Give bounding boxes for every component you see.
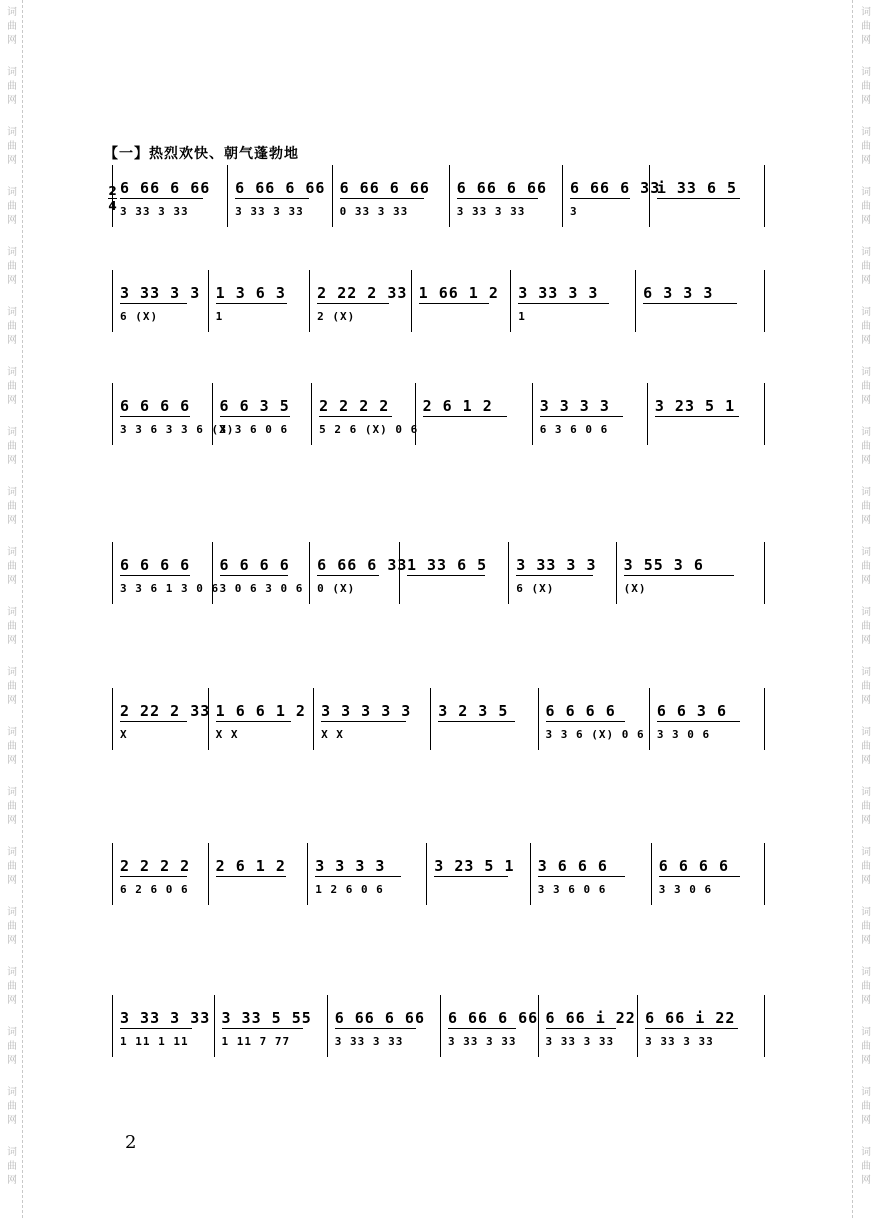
measure [647,383,765,445]
watermark-char: 词 [7,7,17,18]
percussion-notes: 3 33 3 33 [545,1035,615,1048]
watermark-char: 网 [861,1175,871,1186]
measure [327,995,441,1057]
watermark-char: 词 [861,307,871,318]
watermark-char: 曲 [7,801,17,812]
percussion-notes: 3 0 6 3 0 6 [219,582,304,595]
percussion-notes: 6 (X) [516,582,555,595]
percussion-notes: 3 33 3 33 [235,205,304,218]
watermark-group [2,846,22,888]
watermark-char: 词 [7,67,17,78]
watermark-group [856,846,876,888]
watermark-char: 网 [861,515,871,526]
watermark-char: 曲 [7,441,17,452]
watermark-char: 曲 [861,501,871,512]
watermark-group [2,606,22,648]
measure [530,843,652,905]
melody-notes: 3 33 5 55 [222,1009,321,1029]
melody-notes: 6 66 6 66 [447,1009,539,1027]
melody-notes: 3 3 3 3 [315,857,420,877]
melody-notes: 1 6 6 1 2 [215,702,306,720]
melody-notes: 2 2 2 2 [319,397,408,417]
percussion-notes: 1 11 1 11 [120,1035,189,1048]
percussion-notes: 3 3 0 6 [658,883,713,896]
percussion-notes: 3 33 3 33 [120,205,189,218]
melody-notes: 6 3 3 3 [643,284,758,304]
watermark-char: 网 [861,935,871,946]
watermark-char: 网 [7,395,17,406]
melody-notes: 3 33 3 3 [120,284,201,302]
watermark-group [2,486,22,528]
watermark-char: 网 [7,815,17,826]
measure [649,165,765,227]
watermark-char: 曲 [7,921,17,932]
watermark-char: 词 [861,67,871,78]
watermark-char: 词 [7,847,17,858]
melody-notes: 2 22 2 33 [317,284,408,302]
percussion-notes: 1 [215,310,224,323]
watermark-char: 曲 [7,1101,17,1112]
watermark-char: 曲 [7,561,17,572]
watermark-char: 网 [861,455,871,466]
score-system [112,383,780,445]
watermark-group [2,726,22,768]
watermark-char: 网 [861,275,871,286]
score-system [112,542,780,604]
percussion-notes: 6 3 6 0 6 [539,423,609,436]
measure [415,383,533,445]
score-system [112,165,780,227]
watermark-char: 曲 [861,621,871,632]
measure [313,688,431,750]
melody-notes: 6 6 6 6 [220,556,304,576]
right-margin-rule [852,0,853,1218]
melody-notes: 3 33 3 33 [120,1009,211,1027]
watermark-char: 词 [861,127,871,138]
measure [538,688,650,750]
watermark-char: 词 [861,907,871,918]
left-margin-watermark [0,0,28,1218]
melody-notes: 6 66 6 66 [235,179,326,197]
watermark-char: 网 [861,575,871,586]
watermark-group [2,666,22,708]
measure [112,843,209,905]
watermark-char: 曲 [861,141,871,152]
watermark-char: 曲 [7,501,17,512]
measure [332,165,450,227]
watermark-group [2,126,22,168]
measure [637,995,765,1057]
watermark-char: 曲 [7,741,17,752]
melody-notes: 6 66 6 33 [317,556,408,574]
watermark-char: 词 [7,667,17,678]
score-system [112,995,780,1057]
watermark-char: 词 [861,607,871,618]
watermark-group [2,66,22,108]
melody-notes: 6 66 i 22 [545,1009,636,1027]
watermark-group [2,1146,22,1188]
watermark-char: 曲 [861,1041,871,1052]
watermark-char: 曲 [7,1161,17,1172]
watermark-char: 曲 [7,261,17,272]
watermark-char: 网 [861,695,871,706]
measure [508,542,616,604]
watermark-char: 词 [7,547,17,558]
measure [112,383,235,445]
right-margin-watermark [848,0,876,1218]
watermark-group [856,486,876,528]
melody-notes: 6 66 6 66 [120,179,221,199]
percussion-notes: X X [321,728,344,741]
watermark-group [2,546,22,588]
watermark-char: 网 [861,95,871,106]
watermark-group [856,306,876,348]
melody-notes: 6 6 6 6 [659,857,758,877]
watermark-char: 网 [7,575,17,586]
watermark-group [2,1026,22,1068]
watermark-char: 网 [7,875,17,886]
watermark-group [2,366,22,408]
watermark-char: 曲 [861,1101,871,1112]
measure [649,688,765,750]
watermark-group [856,66,876,108]
watermark-char: 曲 [7,21,17,32]
measure [208,270,311,332]
melody-notes: 2 6 1 2 [216,857,302,877]
melody-notes: 6 6 6 6 [546,702,643,722]
melody-notes: 3 55 3 6 [624,556,758,576]
score-system [112,688,780,750]
measure [651,843,765,905]
watermark-group [2,1086,22,1128]
watermark-char: 词 [7,367,17,378]
watermark-char: 词 [861,247,871,258]
percussion-notes: 3 3 6 3 3 6 (X) [120,423,235,436]
measure [538,995,639,1057]
watermark-char: 网 [7,35,17,46]
watermark-group [856,426,876,468]
melody-notes: 3 33 3 3 [516,556,609,576]
percussion-notes: 3 [569,205,578,218]
watermark-char: 网 [7,215,17,226]
melody-notes: 6 66 6 66 [340,179,443,199]
watermark-char: 曲 [861,981,871,992]
watermark-group [856,726,876,768]
measure [112,270,209,332]
melody-notes: i 33 6 5 [657,179,758,199]
watermark-group [856,6,876,48]
watermark-char: 网 [861,1055,871,1066]
watermark-group [856,366,876,408]
watermark-char: 词 [7,1147,17,1158]
watermark-char: 曲 [861,21,871,32]
watermark-char: 曲 [7,381,17,392]
watermark-char: 词 [861,667,871,678]
percussion-notes: 3 33 3 33 [334,1035,404,1048]
watermark-group [856,1086,876,1128]
measure [616,542,765,604]
measure [311,383,419,445]
watermark-group [2,426,22,468]
watermark-char: 曲 [7,981,17,992]
watermark-group [856,606,876,648]
watermark-char: 网 [7,275,17,286]
percussion-notes: 3 33 3 33 [456,205,526,218]
watermark-char: 网 [7,755,17,766]
watermark-char: 曲 [7,81,17,92]
watermark-group [856,1026,876,1068]
watermark-char: 词 [861,187,871,198]
watermark-group [2,6,22,48]
watermark-char: 网 [7,1115,17,1126]
watermark-group [856,546,876,588]
time-signature-bottom: 4 [108,199,117,213]
watermark-char: 网 [7,155,17,166]
melody-notes: 6 6 6 6 [120,556,206,576]
left-margin-rule [22,0,23,1218]
watermark-group [2,246,22,288]
watermark-char: 词 [7,127,17,138]
watermark-char: 网 [861,335,871,346]
watermark-char: 曲 [7,201,17,212]
melody-notes: 3 33 3 3 [518,284,629,304]
watermark-char: 网 [861,215,871,226]
measure [411,270,512,332]
measure [562,165,661,227]
measure [208,688,314,750]
melody-notes: 3 6 6 6 [538,857,645,877]
watermark-char: 词 [7,487,17,498]
watermark-group [856,1146,876,1188]
watermark-char: 曲 [861,681,871,692]
percussion-notes: 6 (X) [120,310,159,323]
watermark-char: 曲 [7,621,17,632]
measure [227,165,332,227]
watermark-char: 网 [7,635,17,646]
watermark-char: 曲 [861,1161,871,1172]
watermark-char: 词 [861,427,871,438]
percussion-notes: 5 2 6 (X) 0 6 [319,423,419,436]
percussion-notes: 2 (X) [317,310,356,323]
watermark-group [2,906,22,948]
measure [430,688,538,750]
melody-notes: 1 33 6 5 [407,556,502,576]
watermark-char: 曲 [861,261,871,272]
watermark-char: 网 [7,455,17,466]
watermark-char: 曲 [7,1041,17,1052]
watermark-char: 词 [7,307,17,318]
melody-notes: 6 66 6 66 [457,179,556,199]
page-number: 2 [125,1132,137,1153]
percussion-notes: 1 11 7 77 [221,1035,291,1048]
watermark-char: 网 [861,1115,871,1126]
watermark-group [856,786,876,828]
watermark-char: 网 [861,635,871,646]
watermark-char: 曲 [861,741,871,752]
watermark-group [2,306,22,348]
watermark-char: 曲 [861,921,871,932]
percussion-notes: 3 3 0 6 [656,728,711,741]
watermark-char: 网 [861,995,871,1006]
percussion-notes: 3 3 6 1 3 0 6 [120,582,220,595]
measure [635,270,765,332]
melody-notes: 6 66 6 33 [569,179,661,197]
watermark-group [856,246,876,288]
watermark-char: 词 [7,1027,17,1038]
score-system [112,843,780,905]
watermark-group [2,786,22,828]
melody-notes: 2 6 1 2 [423,397,526,417]
watermark-char: 网 [7,995,17,1006]
melody-notes: 6 6 3 6 [657,702,758,722]
melody-notes: 2 2 2 2 [120,857,202,877]
melody-notes: 6 6 6 6 [120,397,206,417]
watermark-char: 词 [7,607,17,618]
measure [510,270,636,332]
percussion-notes: X [120,728,128,741]
melody-notes: 2 22 2 33 [120,702,211,720]
percussion-notes: 3 33 3 33 [645,1035,714,1048]
watermark-char: 曲 [861,801,871,812]
watermark-char: 网 [861,755,871,766]
watermark-char: 网 [7,935,17,946]
watermark-char: 词 [7,727,17,738]
watermark-char: 网 [7,1175,17,1186]
watermark-char: 曲 [7,141,17,152]
watermark-char: 词 [861,547,871,558]
watermark-char: 曲 [861,861,871,872]
watermark-char: 词 [861,847,871,858]
watermark-char: 网 [861,35,871,46]
watermark-char: 曲 [7,681,17,692]
section-heading: 【一】热烈欢快、朝气蓬勃地 [104,146,299,162]
watermark-char: 词 [7,427,17,438]
percussion-notes: 6 2 6 0 6 [120,883,189,896]
percussion-notes: 3 3 6 0 6 [537,883,607,896]
watermark-char: 网 [7,1055,17,1066]
watermark-group [856,186,876,228]
watermark-group [2,186,22,228]
measure [112,688,209,750]
melody-notes: 1 66 1 2 [419,284,505,304]
percussion-notes: 3 33 3 33 [447,1035,517,1048]
watermark-char: 网 [7,515,17,526]
watermark-char: 词 [7,1087,17,1098]
melody-notes: 6 66 6 66 [335,1009,434,1029]
percussion-notes: 0 (X) [317,582,356,595]
melody-notes: 6 6 3 5 [220,397,306,417]
percussion-notes: 3 3 6 (X) 0 6 [545,728,645,741]
watermark-group [856,966,876,1008]
melody-notes: 3 3 3 3 [540,397,641,417]
percussion-notes: (X) [623,582,647,595]
watermark-char: 词 [861,967,871,978]
watermark-char: 曲 [861,81,871,92]
measure [532,383,648,445]
measure [214,995,328,1057]
watermark-char: 曲 [7,861,17,872]
melody-notes: 3 23 5 1 [434,857,523,877]
watermark-char: 网 [7,695,17,706]
watermark-char: 网 [7,335,17,346]
melody-notes: 3 23 5 1 [655,397,758,417]
measure [309,270,412,332]
measure [309,542,408,604]
watermark-char: 网 [861,395,871,406]
watermark-char: 曲 [7,321,17,332]
watermark-char: 曲 [861,321,871,332]
watermark-char: 词 [861,727,871,738]
measure [426,843,530,905]
percussion-notes: 3 3 6 0 6 [219,423,289,436]
watermark-char: 词 [7,247,17,258]
measure [112,165,228,227]
measure [212,383,313,445]
watermark-char: 网 [861,155,871,166]
melody-notes: 6 66 i 22 [645,1009,758,1029]
watermark-char: 网 [861,875,871,886]
watermark-char: 词 [7,187,17,198]
watermark-group [856,906,876,948]
percussion-notes: 1 2 6 0 6 [315,883,384,896]
measure [112,542,220,604]
watermark-char: 词 [861,1087,871,1098]
watermark-char: 词 [861,367,871,378]
watermark-group [856,126,876,168]
score-system [112,270,780,332]
percussion-notes: 1 [518,310,526,323]
percussion-notes: 0 33 3 33 [339,205,409,218]
measure [212,542,311,604]
melody-notes: 3 2 3 5 [438,702,531,722]
watermark-char: 曲 [861,561,871,572]
percussion-notes: X X [215,728,239,741]
time-signature-top: 2 [108,184,117,198]
measure [440,995,539,1057]
measure [208,843,309,905]
watermark-char: 曲 [861,381,871,392]
watermark-char: 词 [861,1027,871,1038]
measure [399,542,509,604]
watermark-char: 曲 [861,441,871,452]
watermark-char: 词 [861,7,871,18]
watermark-group [856,666,876,708]
measure [449,165,563,227]
watermark-char: 曲 [861,201,871,212]
watermark-char: 词 [7,907,17,918]
watermark-char: 词 [861,787,871,798]
watermark-char: 网 [861,815,871,826]
watermark-char: 网 [7,95,17,106]
watermark-char: 词 [7,787,17,798]
watermark-char: 词 [861,1147,871,1158]
watermark-group [2,966,22,1008]
melody-notes: 1 3 6 3 [216,284,304,304]
watermark-char: 词 [7,967,17,978]
watermark-char: 词 [861,487,871,498]
measure [112,995,215,1057]
measure [307,843,427,905]
melody-notes: 3 3 3 3 3 [321,702,424,722]
